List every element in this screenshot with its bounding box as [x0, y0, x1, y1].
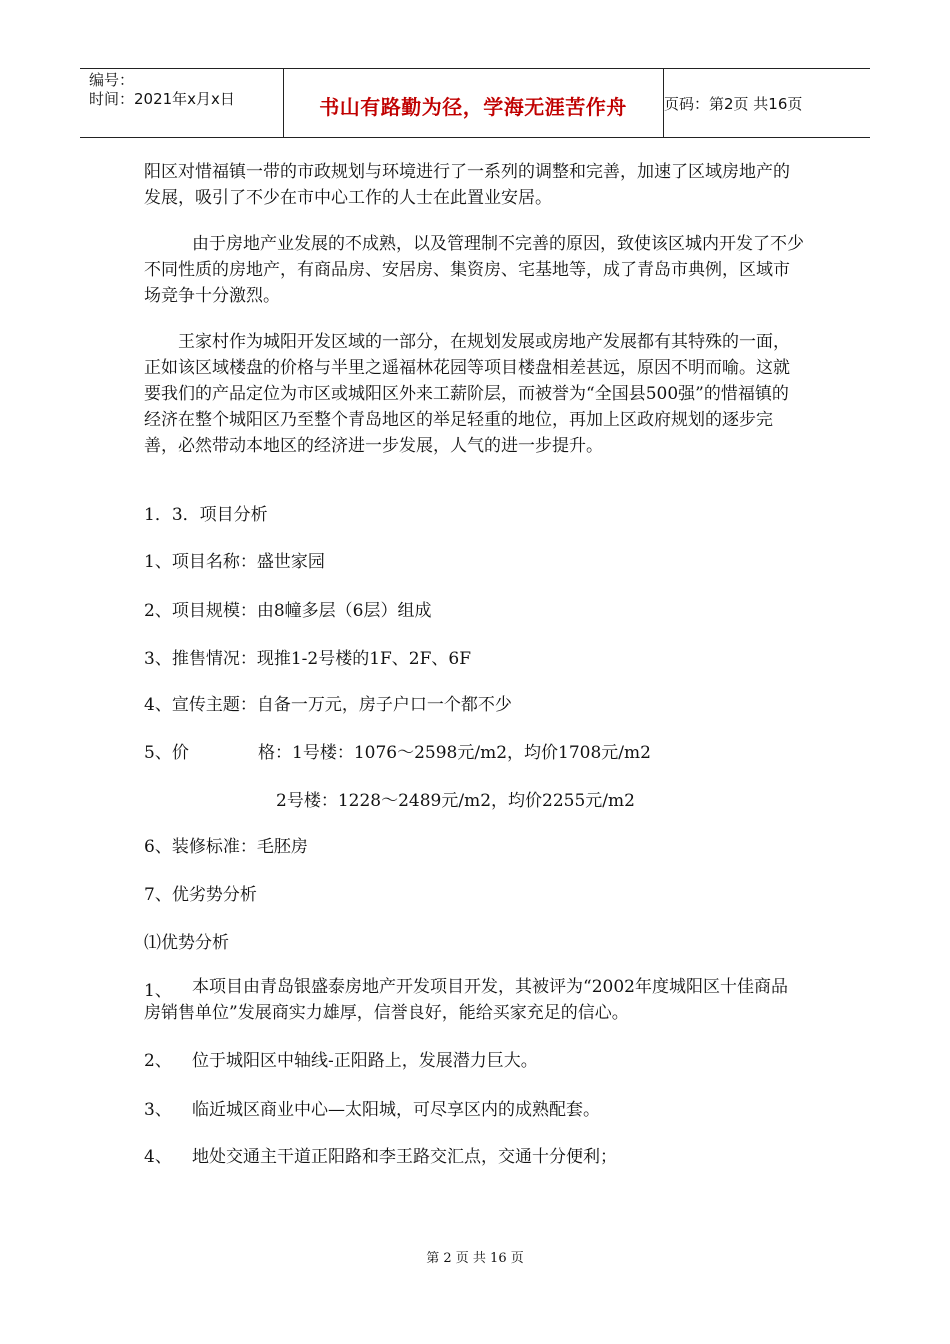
header-page-info: 页码：第2页 共16页: [664, 95, 803, 113]
advantage-text: 位于城阳区中轴线-正阳路上，发展潜力巨大。: [192, 1051, 538, 1071]
list-item: 3、推售情况：现推1-2号楼的1F、2F、6F: [144, 649, 472, 669]
document-header: [80, 68, 870, 138]
list-item: 7、优劣势分析: [144, 885, 257, 905]
list-item: 1、项目名称：盛世家园: [144, 552, 325, 572]
price-line-1: 格：1号楼：1076～2598元/m2，均价1708元/m2: [258, 743, 651, 763]
paragraph-1: 阳区对惜福镇一带的市政规划与环境进行了一系列的调整和完善，加速了区域房地产的发展，吸引了不少在市中心工作的人士在此置业安居。: [144, 162, 790, 208]
paragraph-2: 由于房地产业发展的不成熟，以及管理制不完善的原因，致使该区城内开发了不少不同性质的房地产，有商品房、安居房、集资房、宅基地等，成了青岛市典例，区域市场竞争十分激烈。: [144, 234, 804, 306]
list-item: 4、宣传主题：自备一万元，房子户口一个都不少: [144, 695, 512, 715]
advantage-number: 2、: [144, 1051, 172, 1071]
list-item: 6、装修标准：毛胚房: [144, 837, 308, 857]
price-label: 5、价: [144, 743, 189, 763]
list-item: 2、项目规模：由8幢多层（6层）组成: [144, 601, 432, 621]
header-meta: [89, 71, 235, 109]
advantage-text: 地处交通主干道正阳路和李王路交汇点，交通十分便利；: [192, 1147, 617, 1167]
advantage-number: 4、: [144, 1147, 172, 1167]
subsection-heading: ⑴优势分析: [144, 933, 229, 953]
document-number-label: 编号：: [89, 71, 135, 89]
advantage-text: 本项目由青岛银盛泰房地产开发项目开发，其被评为“2002年度城阳区十佳商品房销售单位”发展商实力雄厚，信誉良好，能给买家充足的信心。: [144, 977, 788, 1023]
advantage-text: 临近城区商业中心—太阳城，可尽享区内的成熟配套。: [192, 1100, 600, 1120]
page-footer: 第 2 页 共 16 页: [426, 1251, 524, 1266]
section-heading: 1．3．项目分析: [144, 505, 268, 525]
header-motto: 书山有路勤为径，学海无涯苦作舟: [319, 95, 627, 119]
document-time-label: 时间：2021年x月x日: [89, 90, 235, 108]
advantage-number: 1、: [144, 981, 172, 1001]
paragraph-3: 王家村作为城阳开发区域的一部分，在规划发展或房地产发展都有其特殊的一面，正如该区域楼盘的价格与半里之遥福林花园等项目楼盘相差甚远，原因不明而喻。这就要我们的产品定位为市区或城阳区外来工薪阶层，而被誉为“全国县500强”的惜福镇的经济在整个城阳区乃至整个青岛地区的举足轻重的地位，再加上区政府规划的逐步完善，必然带动本地区的经济进一步发展，人气的进一步提升。: [144, 332, 790, 456]
advantage-number: 3、: [144, 1100, 172, 1120]
price-line-2: 2号楼：1228～2489元/m2，均价2255元/m2: [276, 791, 635, 811]
